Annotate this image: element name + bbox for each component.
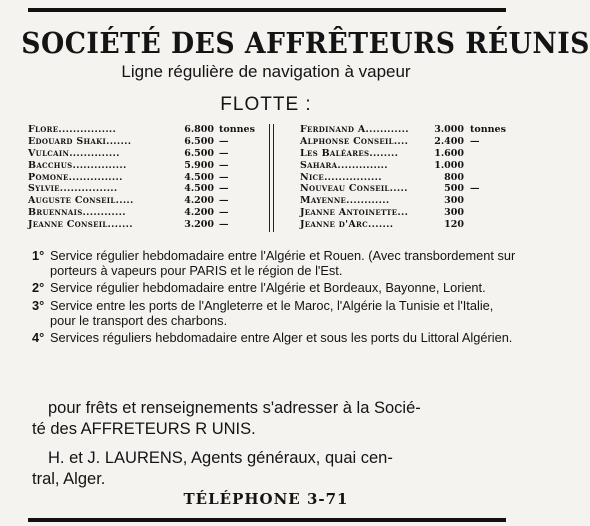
tonnage-value: 120 bbox=[444, 219, 464, 231]
ship-name: Auguste Conseil bbox=[28, 195, 116, 207]
tonnage-value: 3.000 bbox=[434, 124, 464, 135]
ship-name: Edouard Shaki bbox=[28, 135, 107, 147]
leader-dots: ..... bbox=[115, 195, 134, 207]
column-divider bbox=[269, 124, 270, 232]
service-text: Service régulier hebdomadaire entre l'Algérie et Bordeaux, Bayonne, Lorient. bbox=[50, 280, 486, 296]
fleet-row bbox=[28, 136, 258, 148]
ship-name: Flore bbox=[28, 124, 59, 135]
ship-name: Pomone bbox=[28, 171, 69, 183]
ship-name: Mayenne bbox=[300, 195, 347, 207]
fleet-row bbox=[300, 183, 512, 195]
tonnage-unit: — bbox=[219, 135, 229, 147]
tonnage-unit: — bbox=[219, 171, 229, 183]
ship-name: Nouveau Conseil bbox=[300, 183, 390, 195]
ship-name: Ferdinand A bbox=[300, 124, 366, 135]
fleet-row bbox=[300, 136, 512, 148]
leader-dots: ....... bbox=[107, 219, 133, 231]
page-title: SOCIÉTÉ DES AFFRÊTEURS RÉUNIS bbox=[21, 26, 590, 60]
leader-dots: ... bbox=[397, 207, 409, 219]
leader-dots: ..... bbox=[389, 183, 408, 195]
tonnage-unit: — bbox=[219, 219, 229, 231]
fleet-list-left bbox=[28, 124, 258, 231]
tonnage-value: 1.000 bbox=[434, 159, 464, 171]
ship-name: Vulcain bbox=[28, 147, 70, 159]
top-rule bbox=[28, 8, 506, 12]
tonnage-value: 300 bbox=[444, 207, 464, 219]
services-list bbox=[30, 248, 520, 347]
fleet-row bbox=[28, 148, 258, 160]
leader-dots: ............ bbox=[346, 195, 390, 207]
leader-dots: ............... bbox=[68, 171, 123, 183]
tonnage-value: 5.900 bbox=[184, 159, 214, 171]
fleet-row bbox=[300, 124, 512, 136]
bottom-rule bbox=[28, 518, 506, 522]
fleet-row bbox=[28, 160, 258, 172]
tonnage-unit: — bbox=[219, 207, 229, 219]
leader-dots: ................ bbox=[59, 183, 118, 195]
tonnage-value: 500 bbox=[444, 183, 464, 195]
tonnage-value: 4.200 bbox=[184, 195, 214, 207]
leader-dots: ............ bbox=[82, 207, 126, 219]
tonnage-value: 300 bbox=[444, 195, 464, 207]
ship-name: Bacchus bbox=[28, 159, 73, 171]
leader-dots: ........ bbox=[369, 147, 399, 159]
ship-name: Bruennais bbox=[28, 207, 83, 219]
fleet-row bbox=[28, 172, 258, 184]
service-item bbox=[30, 298, 520, 328]
agents-paragraph bbox=[32, 448, 518, 490]
fleet-row bbox=[28, 219, 258, 231]
fleet-row bbox=[300, 207, 512, 219]
service-number: 2° bbox=[32, 280, 45, 296]
leader-dots: ................ bbox=[324, 171, 382, 183]
leader-dots: .... bbox=[393, 135, 409, 147]
tonnage-value: 2.400 bbox=[434, 135, 464, 147]
leader-dots: .............. bbox=[337, 159, 388, 171]
tonnage-value: 4.500 bbox=[184, 171, 214, 183]
service-text: Service régulier hebdomadaire entre l'Algérie et Rouen. (Avec transbordement sur porteurs à vapeurs pour PARIS et le région de l'Est. bbox=[50, 248, 516, 279]
tonnage-unit: tonnes bbox=[470, 124, 506, 135]
fleet-row bbox=[300, 219, 512, 231]
fleet-row bbox=[300, 148, 512, 160]
tonnage-value: 6.800 bbox=[184, 124, 214, 135]
ship-name: Jeanne d'Arc bbox=[300, 219, 369, 231]
fleet-row bbox=[300, 195, 512, 207]
tonnage-value: 800 bbox=[444, 171, 464, 183]
tonnage-value: 1.600 bbox=[434, 147, 464, 159]
fleet-heading: FLOTTE : bbox=[220, 94, 312, 115]
telephone: TÉLÉPHONE 3-71 bbox=[183, 490, 349, 508]
column-divider bbox=[273, 124, 274, 232]
service-number: 1° bbox=[32, 248, 45, 263]
leader-dots: ................ bbox=[58, 124, 117, 135]
fleet-row bbox=[300, 160, 512, 172]
ship-name: Nice bbox=[300, 171, 325, 183]
service-text: Service entre les ports de l'Angleterre et le Maroc, l'Algérie la Tunisie et l'Italie, pour le transport des charbons. bbox=[50, 297, 494, 328]
service-number: 4° bbox=[32, 330, 45, 346]
fleet-row bbox=[28, 195, 258, 207]
agents-line: tral, Alger. bbox=[32, 470, 106, 488]
tonnage-value: 6.500 bbox=[184, 135, 214, 147]
leader-dots: ............ bbox=[365, 124, 409, 135]
ship-name: Sylvie bbox=[28, 183, 60, 195]
service-item bbox=[30, 330, 520, 345]
leader-dots: ....... bbox=[106, 135, 132, 147]
ship-name: Les Baléares bbox=[300, 147, 370, 159]
fleet-row bbox=[300, 172, 512, 184]
tonnage-unit: — bbox=[219, 195, 229, 207]
fleet-row bbox=[28, 183, 258, 195]
agents-line: H. et J. LAURENS, Agents généraux, quai cen- bbox=[48, 449, 393, 467]
tonnage-unit: — bbox=[219, 183, 229, 195]
ship-name: Jeanne Conseil bbox=[28, 219, 108, 231]
tonnage-unit: — bbox=[219, 147, 229, 159]
service-text: Services réguliers hebdomadaire entre Alger et sous les ports du Littoral Algérien. bbox=[50, 330, 513, 346]
ship-name: Jeanne Antoinette bbox=[300, 207, 398, 219]
tonnage-value: 6.500 bbox=[184, 147, 214, 159]
tonnage-value: 4.500 bbox=[184, 183, 214, 195]
fleet-row bbox=[28, 124, 258, 136]
service-number: 3° bbox=[32, 297, 45, 313]
service-item bbox=[30, 248, 520, 278]
leader-dots: ....... bbox=[368, 219, 394, 231]
ship-name: Sahara bbox=[300, 159, 338, 171]
tonnage-value: 4.200 bbox=[184, 207, 214, 219]
tonnage-unit: — bbox=[470, 135, 480, 147]
tonnage-unit: tonnes bbox=[219, 124, 255, 135]
tonnage-unit: — bbox=[470, 183, 480, 195]
tonnage-unit: — bbox=[219, 159, 229, 171]
service-item bbox=[30, 280, 520, 295]
fleet-row bbox=[28, 207, 258, 219]
fleet-list-right bbox=[300, 124, 512, 231]
contact-paragraph bbox=[32, 398, 518, 440]
contact-line: pour frêts et renseignements s'adresser à la Socié- bbox=[48, 399, 421, 417]
leader-dots: ............... bbox=[72, 159, 127, 171]
contact-line: té des AFFRETEURS R UNIS. bbox=[32, 420, 256, 438]
tonnage-value: 3.200 bbox=[184, 219, 214, 231]
subtitle: Ligne régulière de navigation à vapeur bbox=[121, 62, 411, 81]
leader-dots: .............. bbox=[69, 147, 120, 159]
ship-name: Alphonse Conseil bbox=[300, 135, 394, 147]
